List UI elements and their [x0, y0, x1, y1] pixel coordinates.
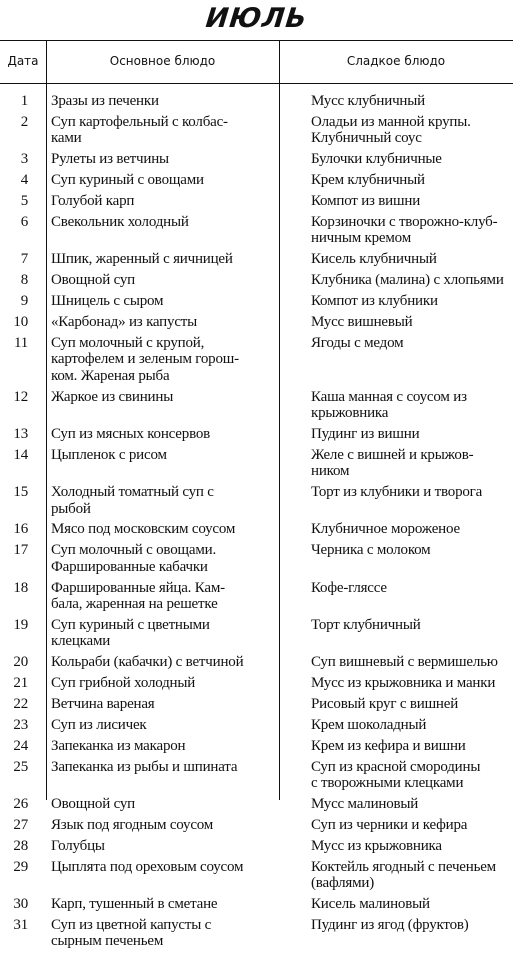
day-number: 26 — [13, 796, 28, 813]
day-number: 5 — [20, 193, 28, 210]
main-dish: Кольраби (кабачки) с ветчиной — [51, 654, 244, 671]
dessert-dish: Пудинг из ягод (фруктов) — [311, 917, 469, 934]
header-main-dish: Основное блюдо — [109, 54, 216, 68]
day-number: 13 — [13, 425, 28, 442]
day-number: 7 — [20, 251, 28, 268]
dessert-dish: Суп из красной смородины с творожными клецками — [311, 758, 481, 792]
dessert-dish: Суп из черники и кефира — [311, 817, 468, 834]
main-dish: Фаршированные яйца. Кам- бала, жаренная на решетке — [51, 579, 225, 613]
table-row — [0, 521, 513, 537]
dessert-dish: Корзиночки с творожно-клуб- ничным кремом — [311, 213, 498, 247]
day-number: 10 — [13, 313, 28, 330]
main-dish: Рулеты из ветчины — [51, 151, 169, 168]
header-rule-bottom — [0, 83, 513, 84]
dessert-dish: Рисовый круг с вишней — [311, 696, 459, 713]
main-dish: Язык под ягодным соусом — [51, 817, 214, 834]
day-number: 31 — [13, 917, 28, 934]
dessert-dish: Мусс из крыжовника и манки — [311, 675, 496, 692]
dessert-dish: Кисель малиновый — [311, 896, 430, 913]
main-dish: Суп молочный с крупой, картофелем и зеленым горош- ком. Жареная рыба — [51, 334, 239, 384]
day-number: 16 — [13, 521, 28, 538]
dessert-dish: Компот из клубники — [311, 293, 438, 310]
dessert-dish: Желе с вишней и крыжов- ником — [311, 446, 474, 480]
table-row — [0, 93, 513, 109]
main-dish: Суп из мясных консервов — [51, 425, 211, 442]
day-number: 19 — [13, 616, 28, 633]
table-row — [0, 272, 513, 288]
main-dish: Суп картофельный с колбас- ками — [51, 113, 228, 147]
dessert-dish: Булочки клубничные — [311, 151, 442, 168]
dessert-dish: Кофе-гляссе — [311, 579, 387, 596]
table-row — [0, 717, 513, 733]
day-number: 28 — [13, 837, 28, 854]
table-row — [0, 654, 513, 670]
day-number: 2 — [20, 113, 28, 130]
main-dish: Суп из лисичек — [51, 717, 147, 733]
day-number: 15 — [13, 484, 28, 501]
table-row — [0, 917, 513, 950]
table-row — [0, 696, 513, 712]
day-number: 11 — [13, 334, 28, 351]
main-dish: Овощной суп — [51, 796, 135, 813]
dessert-dish: Каша манная с соусом из крыжовника — [311, 388, 467, 421]
main-dish: Голубой карп — [51, 193, 135, 210]
day-number: 22 — [13, 696, 28, 713]
main-dish: Запеканка из макарон — [51, 737, 186, 754]
table-row — [0, 335, 513, 384]
dessert-dish: Крем из кефира и вишни — [311, 737, 466, 754]
main-dish: Овощной суп — [51, 272, 135, 289]
table-row — [0, 580, 513, 613]
day-number: 18 — [13, 579, 28, 596]
table-row — [0, 172, 513, 188]
day-number: 24 — [13, 737, 28, 754]
menu-table-body — [0, 93, 513, 954]
main-dish: Зразы из печенки — [51, 93, 159, 109]
day-number: 21 — [13, 675, 28, 692]
main-dish: Мясо под московским соусом — [51, 521, 236, 538]
table-row — [0, 738, 513, 754]
table-row — [0, 484, 513, 517]
dessert-dish: Клубника (малина) с хлопьями — [311, 272, 504, 289]
dessert-dish: Клубничное мороженое — [311, 521, 460, 538]
table-row — [0, 796, 513, 812]
main-dish: Шницель с сыром — [51, 293, 164, 310]
table-row — [0, 896, 513, 912]
dessert-dish: Мусс клубничный — [311, 93, 425, 109]
dessert-dish: Черника с молоком — [311, 542, 431, 559]
day-number: 1 — [20, 93, 28, 109]
dessert-dish: Пудинг из вишни — [311, 425, 420, 442]
dessert-dish: Торт из клубники и творога — [311, 484, 483, 501]
table-row — [0, 251, 513, 267]
dessert-dish: Мусс малиновый — [311, 796, 419, 813]
header-date: Дата — [7, 54, 39, 68]
table-row — [0, 293, 513, 309]
table-row — [0, 817, 513, 833]
main-dish: Цыплята под ореховым соусом — [51, 858, 244, 875]
table-row — [0, 675, 513, 691]
day-number: 20 — [13, 654, 28, 671]
main-dish: Суп куриный с цветными клецками — [51, 616, 210, 650]
dessert-dish: Мусс из крыжовника — [311, 837, 442, 854]
main-dish: Свекольник холодный — [51, 213, 189, 230]
dessert-dish: Торт клубничный — [311, 616, 421, 633]
table-row — [0, 114, 513, 147]
main-dish: Суп из цветной капусты с сырным печеньем — [51, 917, 212, 950]
main-dish: Запеканка из рыбы и шпината — [51, 758, 238, 775]
dessert-dish: Кисель клубничный — [311, 251, 437, 268]
table-row — [0, 617, 513, 650]
main-dish: Ветчина вареная — [51, 696, 155, 713]
main-dish: Суп молочный с овощами. Фаршированные кабачки — [51, 542, 216, 575]
main-dish: Суп куриный с овощами — [51, 172, 204, 189]
dessert-dish: Крем клубничный — [311, 172, 425, 189]
day-number: 6 — [20, 213, 28, 230]
dessert-dish: Мусс вишневый — [311, 313, 413, 330]
table-row — [0, 314, 513, 330]
table-row — [0, 859, 513, 892]
main-dish: Цыпленок с рисом — [51, 446, 167, 463]
main-dish: «Карбонад» из капусты — [51, 313, 198, 330]
table-row — [0, 426, 513, 442]
day-number: 3 — [20, 151, 28, 168]
day-number: 17 — [13, 542, 28, 559]
table-row — [0, 542, 513, 575]
table-row — [0, 447, 513, 480]
main-dish: Шпик, жаренный с яичницей — [51, 251, 233, 268]
dessert-dish: Крем шоколадный — [311, 717, 427, 733]
table-row — [0, 193, 513, 209]
main-dish: Жаркое из свинины — [51, 388, 174, 405]
day-number: 4 — [20, 172, 28, 189]
day-number: 9 — [20, 293, 28, 310]
day-number: 25 — [13, 758, 28, 775]
table-row — [0, 389, 513, 422]
day-number: 12 — [13, 388, 28, 405]
day-number: 27 — [13, 817, 28, 834]
main-dish: Холодный томатный суп с рыбой — [51, 484, 214, 517]
day-number: 8 — [20, 272, 28, 289]
day-number: 23 — [13, 717, 28, 733]
main-dish: Карп, тушенный в сметане — [51, 896, 218, 913]
day-number: 14 — [13, 446, 28, 463]
table-row — [0, 759, 513, 792]
dessert-dish: Суп вишневый с вермишелью — [311, 654, 498, 671]
table-row — [0, 838, 513, 854]
page-title: ИЮЛЬ — [204, 3, 309, 34]
main-dish: Голубцы — [51, 837, 105, 854]
table-row — [0, 214, 513, 247]
table-row — [0, 151, 513, 167]
dessert-dish: Ягоды с медом — [311, 334, 404, 351]
header-dessert: Сладкое блюдо — [346, 54, 446, 68]
day-number: 30 — [13, 896, 28, 913]
main-dish: Суп грибной холодный — [51, 675, 196, 692]
dessert-dish: Оладьи из манной крупы. Клубничный соус — [311, 113, 471, 147]
dessert-dish: Компот из вишни — [311, 193, 421, 210]
day-number: 29 — [13, 858, 28, 875]
dessert-dish: Коктейль ягодный с печеньем (вафлями) — [311, 858, 496, 892]
